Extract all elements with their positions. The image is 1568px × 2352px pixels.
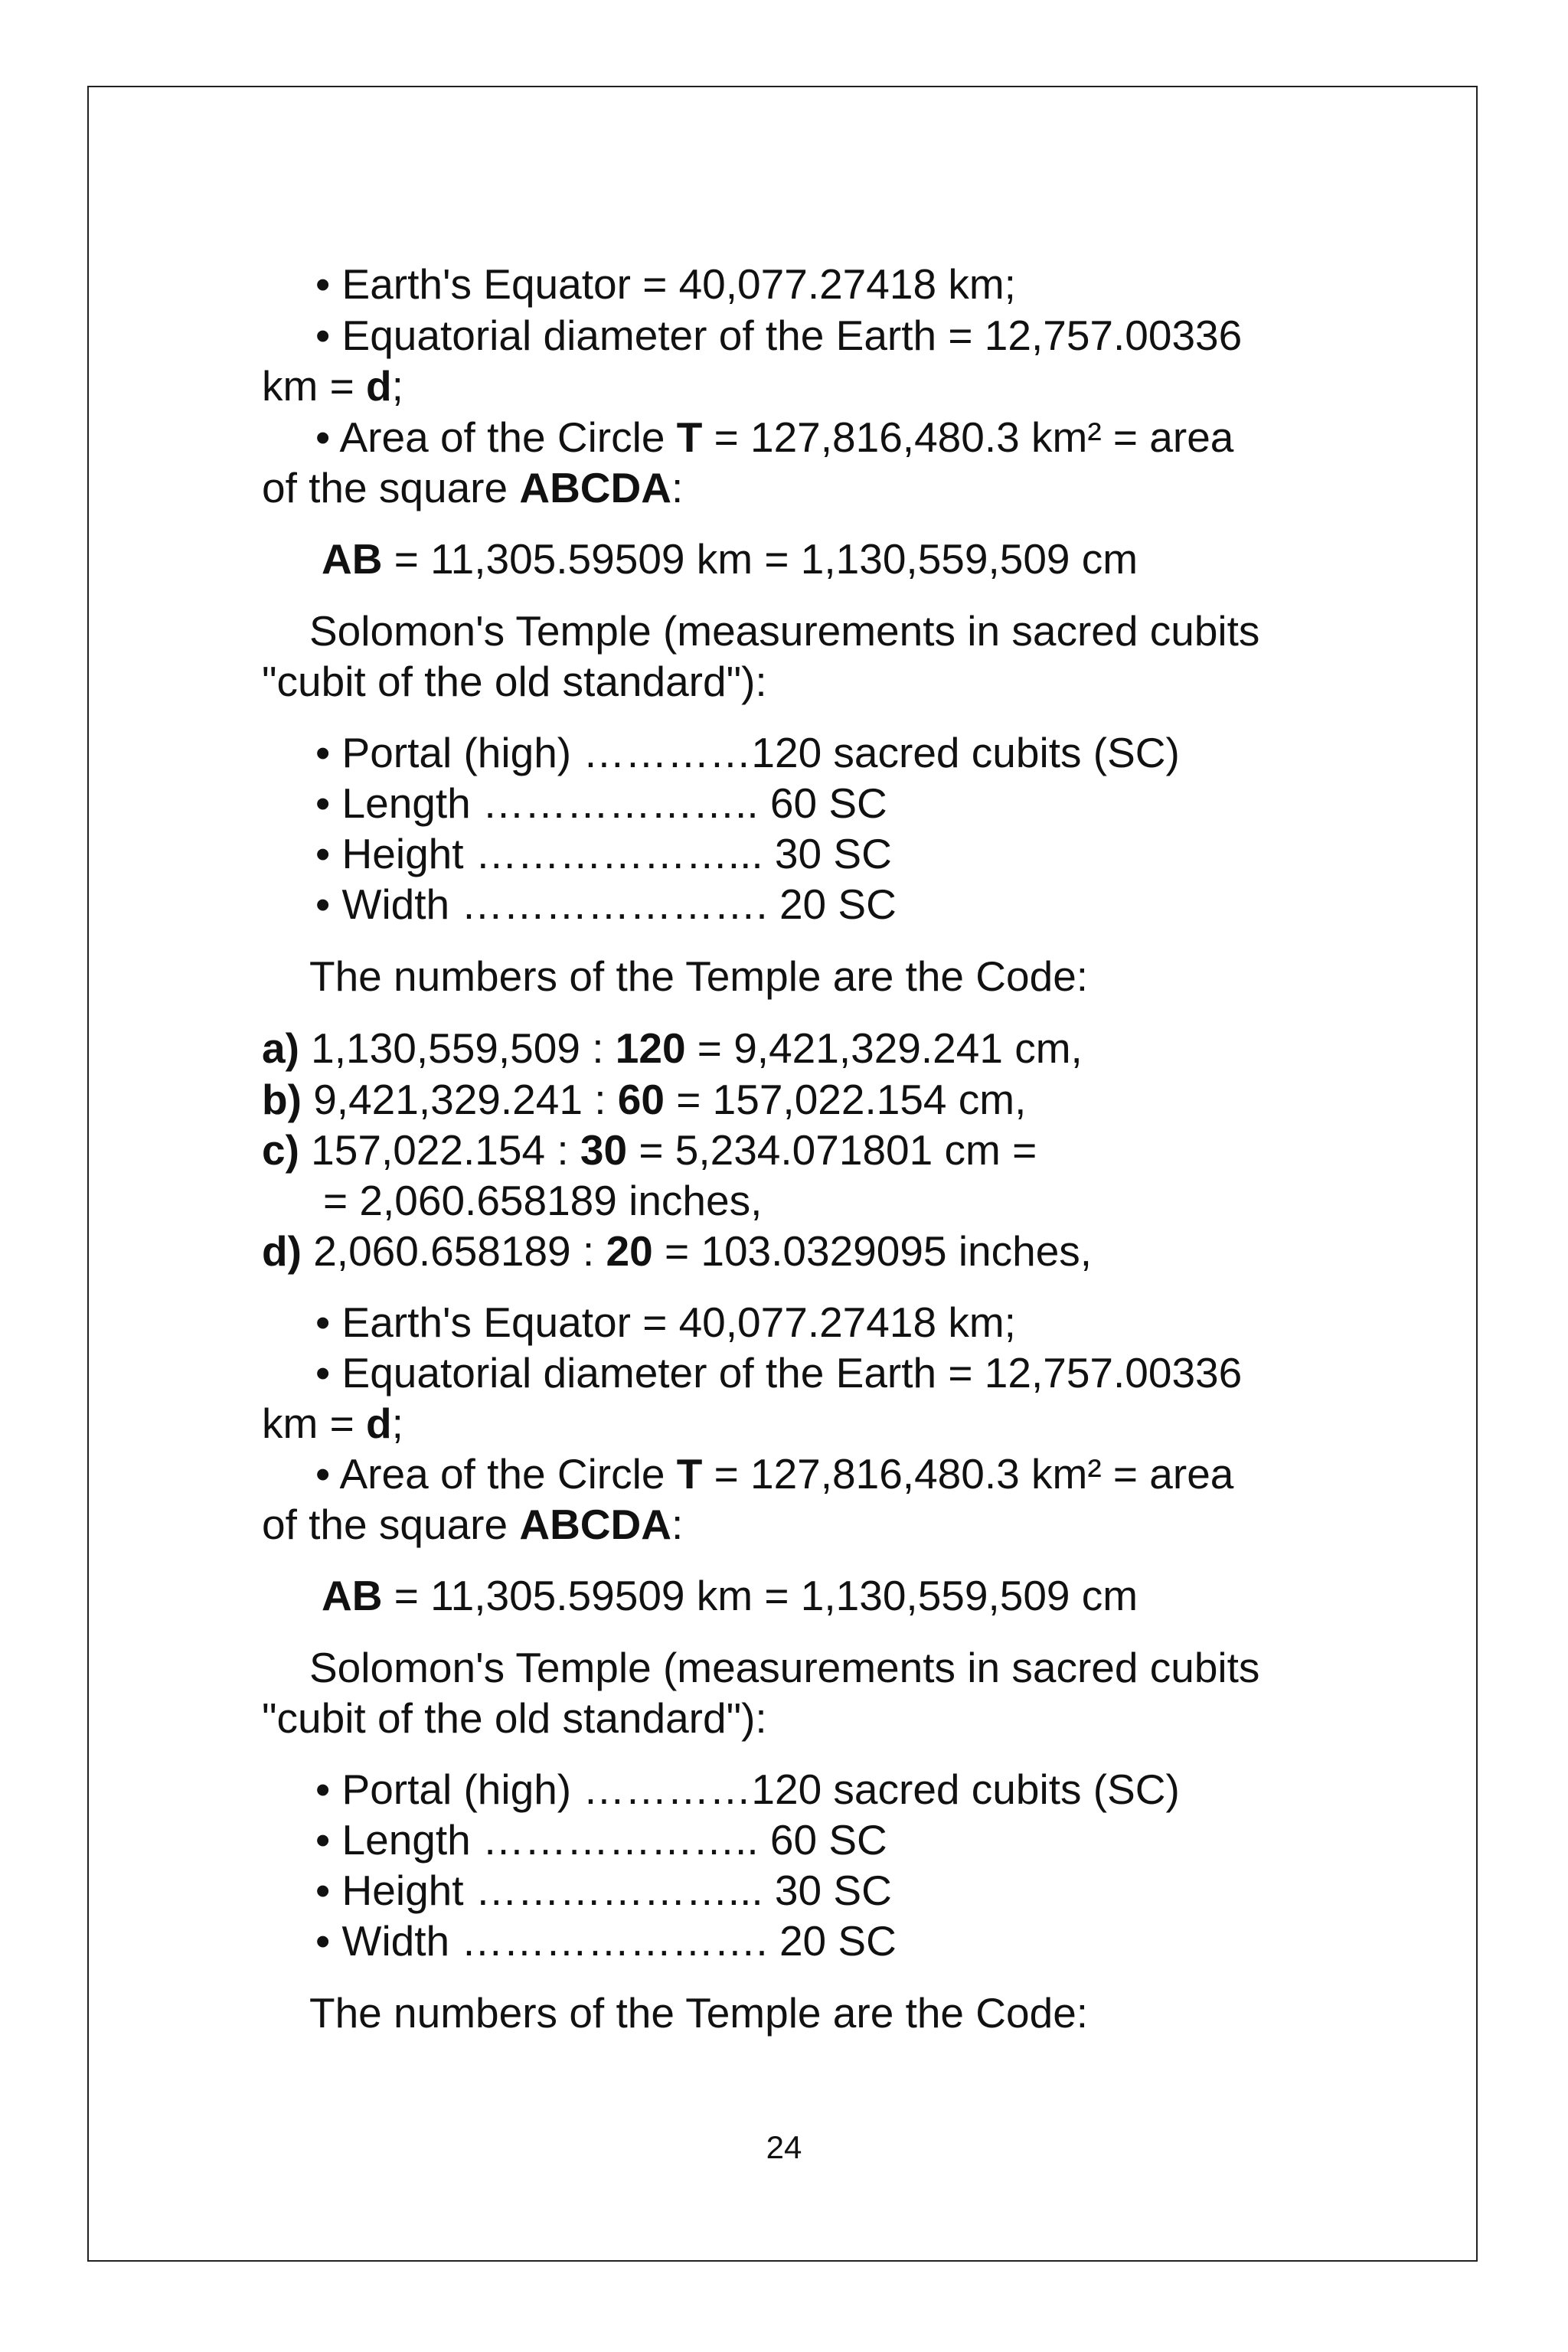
- code-heading-text: The numbers of the Temple are the Code:: [309, 952, 1089, 1000]
- width-text: • Width …………………. 20 SC: [315, 880, 897, 928]
- temple-intro-text: Solomon's Temple (measurements in sacred cubits: [309, 607, 1260, 655]
- height-text: • Height ………………... 30 SC: [315, 1867, 892, 1914]
- d-symbol: d: [366, 1400, 392, 1447]
- ab-line: [322, 534, 1138, 584]
- step-divisor: 30: [580, 1126, 628, 1174]
- circle-area-line: [315, 1449, 1233, 1499]
- equator-text: • Earth's Equator = 40,077.27418 km;: [315, 260, 1016, 308]
- step-dividend: 1,130,559,509 :: [299, 1024, 616, 1072]
- height-item: [315, 1865, 892, 1916]
- circle-area-value: = 127,816,480.3 km² = area: [702, 413, 1234, 461]
- portal-text: • Portal (high) …………120 sacred cubits (SC): [315, 1766, 1180, 1813]
- equator-line: [315, 259, 1016, 309]
- colon-text: :: [671, 1501, 684, 1548]
- page-number: 24: [766, 2129, 802, 2165]
- diameter-line: [315, 310, 1242, 361]
- temple-intro-cont-line: [262, 656, 767, 707]
- diameter-cont-line: [262, 1398, 403, 1449]
- width-text: • Width …………………. 20 SC: [315, 1917, 897, 1965]
- step-result: = 5,234.071801 cm =: [627, 1126, 1037, 1174]
- t-symbol: T: [676, 1450, 703, 1498]
- step-dividend: 2,060.658189 :: [301, 1227, 606, 1275]
- d-symbol: d: [366, 362, 392, 410]
- circle-area-text: • Area of the Circle: [315, 413, 677, 461]
- portal-item: [315, 727, 1180, 778]
- step-result-cont: = 2,060.658189 inches,: [323, 1177, 763, 1224]
- step-label: b): [262, 1076, 302, 1123]
- length-item: [315, 1815, 887, 1865]
- diameter-line: [315, 1348, 1242, 1398]
- step-dividend: 9,421,329.241 :: [301, 1076, 618, 1123]
- step-label: c): [262, 1126, 299, 1174]
- square-line: [262, 462, 683, 513]
- step-divisor: 20: [606, 1227, 653, 1275]
- t-symbol: T: [676, 413, 703, 461]
- code-step-d: [262, 1226, 1092, 1276]
- height-text: • Height ………………... 30 SC: [315, 830, 892, 877]
- circle-area-line: [315, 412, 1233, 462]
- step-label: d): [262, 1227, 302, 1275]
- step-divisor: 120: [615, 1024, 686, 1072]
- length-text: • Length ……………….. 60 SC: [315, 779, 887, 827]
- code-step-b: [262, 1074, 1026, 1125]
- square-text: of the square: [262, 1501, 520, 1548]
- length-text: • Length ……………….. 60 SC: [315, 1816, 887, 1864]
- code-heading-line: [309, 951, 1088, 1001]
- ab-line: [322, 1570, 1138, 1621]
- height-item: [315, 828, 892, 879]
- step-result: = 157,022.154 cm,: [664, 1076, 1027, 1123]
- step-divisor: 60: [617, 1076, 665, 1123]
- square-text: of the square: [262, 464, 520, 511]
- square-line: [262, 1499, 683, 1550]
- diameter-text: • Equatorial diameter of the Earth = 12,757.00336: [315, 1349, 1243, 1396]
- temple-intro-cont-text: "cubit of the old standard"):: [262, 1694, 767, 1742]
- temple-intro-line: [309, 1642, 1259, 1693]
- circle-area-text: • Area of the Circle: [315, 1450, 677, 1498]
- step-result: = 103.0329095 inches,: [652, 1227, 1093, 1275]
- km-eq-text: km =: [262, 362, 366, 410]
- code-heading-text: The numbers of the Temple are the Code:: [309, 1989, 1089, 2037]
- portal-item: [315, 1764, 1180, 1815]
- semicolon-text: ;: [391, 1400, 403, 1447]
- abcda-symbol: ABCDA: [519, 464, 671, 511]
- width-item: [315, 1916, 897, 1966]
- temple-intro-text: Solomon's Temple (measurements in sacred cubits: [309, 1644, 1260, 1691]
- circle-area-value: = 127,816,480.3 km² = area: [702, 1450, 1234, 1498]
- step-result: = 9,421,329.241 cm,: [685, 1024, 1083, 1072]
- temple-intro-cont-line: [262, 1693, 767, 1743]
- equator-text: • Earth's Equator = 40,077.27418 km;: [315, 1298, 1016, 1346]
- semicolon-text: ;: [391, 362, 403, 410]
- colon-text: :: [671, 464, 684, 511]
- code-step-c: [262, 1125, 1037, 1175]
- ab-value: = 11,305.59509 km = 1,130,559,509 cm: [382, 535, 1138, 583]
- temple-intro-cont-text: "cubit of the old standard"):: [262, 658, 767, 705]
- code-heading-line: [309, 1988, 1088, 2038]
- ab-symbol: AB: [322, 1572, 383, 1619]
- code-step-c-cont: [323, 1175, 762, 1226]
- step-label: a): [262, 1024, 299, 1072]
- width-item: [315, 879, 897, 929]
- diameter-text: • Equatorial diameter of the Earth = 12,757.00336: [315, 312, 1243, 359]
- abcda-symbol: ABCDA: [519, 1501, 671, 1548]
- ab-symbol: AB: [322, 535, 383, 583]
- km-eq-text: km =: [262, 1400, 366, 1447]
- diameter-cont-line: [262, 361, 403, 411]
- equator-line: [315, 1297, 1016, 1348]
- temple-intro-line: [309, 606, 1259, 656]
- step-dividend: 157,022.154 :: [299, 1126, 580, 1174]
- length-item: [315, 778, 887, 828]
- ab-value: = 11,305.59509 km = 1,130,559,509 cm: [382, 1572, 1138, 1619]
- portal-text: • Portal (high) …………120 sacred cubits (SC): [315, 729, 1180, 776]
- code-step-a: [262, 1023, 1083, 1073]
